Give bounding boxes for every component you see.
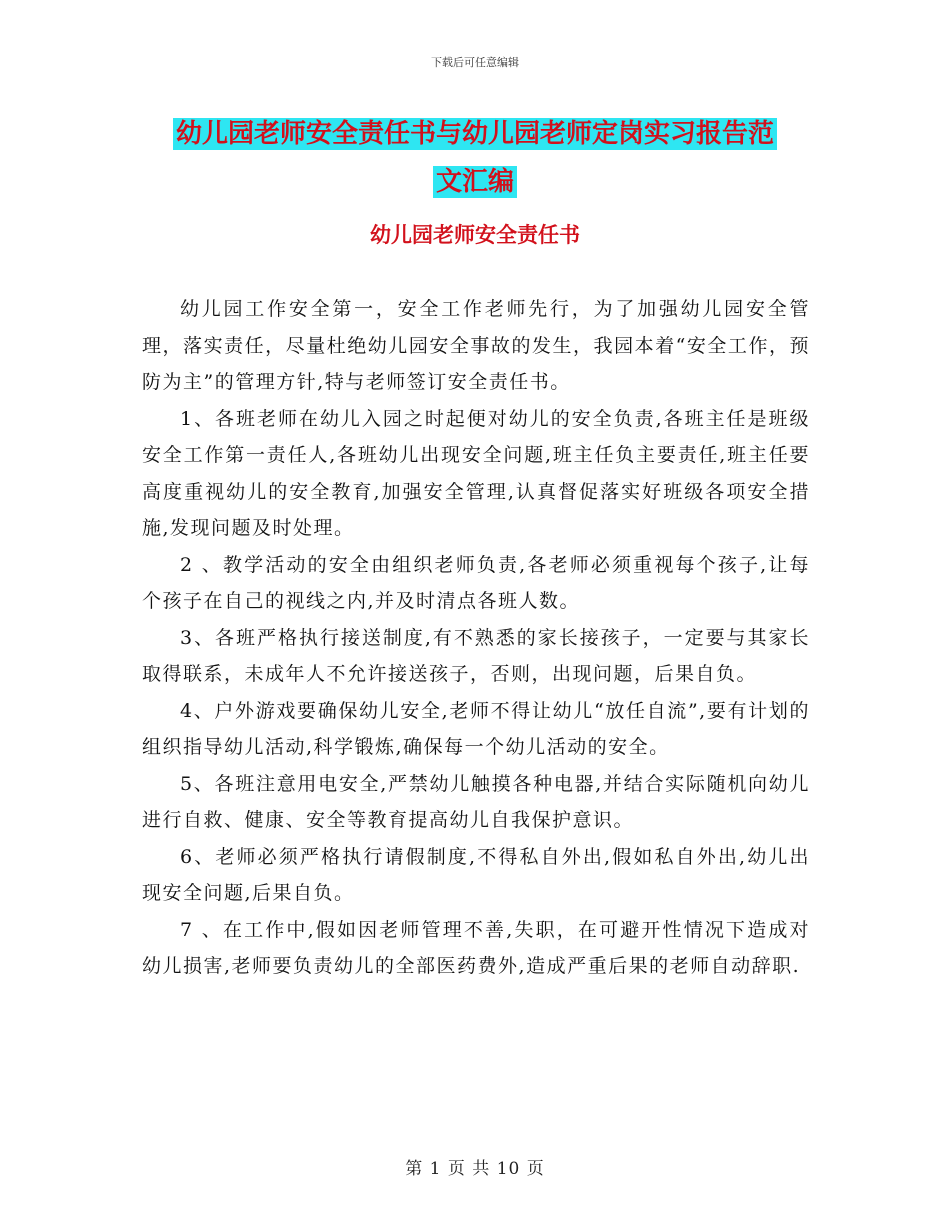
document-title-line-2: 文汇编 — [433, 166, 517, 198]
paragraph: 7 、在工作中,假如因老师管理不善,失职，在可避开性情况下造成对幼儿损害,老师要负责幼儿的全部医药费外,造成严重后果的老师自动辞职. — [142, 918, 810, 977]
section-title: 幼儿园老师安全责任书 — [370, 223, 580, 247]
header-note: 下载后可任意编辑 — [431, 56, 519, 69]
paragraph: 幼儿园工作安全第一，安全工作老师先行，为了加强幼儿园安全管理，落实责任，尽量杜绝幼儿园安全事故的发生，我园本着“安全工作，预防为主”的管理方针,特与老师签订安全责任书。 — [142, 298, 810, 393]
document-title — [140, 110, 810, 206]
document-body — [142, 291, 810, 985]
paragraph: 3、各班严格执行接送制度,有不熟悉的家长接孩子，一定要与其家长取得联系，未成年人不允许接送孩子，否则，出现问题，后果自负。 — [142, 626, 810, 685]
paragraph: 2 、教学活动的安全由组织老师负责,各老师必须重视每个孩子,让每个孩子在自己的视线之内,并及时清点各班人数。 — [142, 553, 810, 612]
document-title-line-1: 幼儿园老师安全责任书与幼儿园老师定岗实习报告范 — [173, 118, 777, 150]
paragraph: 5、各班注意用电安全,严禁幼儿触摸各种电器,并结合实际随机向幼儿进行自救、健康、安全等教育提高幼儿自我保护意识。 — [142, 772, 810, 831]
page-footer: 第 1 页 共 10 页 — [405, 1159, 545, 1179]
paragraph: 6、老师必须严格执行请假制度,不得私自外出,假如私自外出,幼儿出现安全问题,后果自负。 — [142, 845, 810, 904]
paragraph: 1、各班老师在幼儿入园之时起便对幼儿的安全负责,各班主任是班级安全工作第一责任人,各班幼儿出现安全问题,班主任负主要责任,班主任要高度重视幼儿的安全教育,加强安全管理,认真督促落实好班级各项安全措施,发现问题及时处理。 — [142, 407, 810, 539]
paragraph: 4、户外游戏要确保幼儿安全,老师不得让幼儿“放任自流”,要有计划的组织指导幼儿活动,科学锻炼,确保每一个幼儿活动的安全。 — [142, 699, 810, 758]
